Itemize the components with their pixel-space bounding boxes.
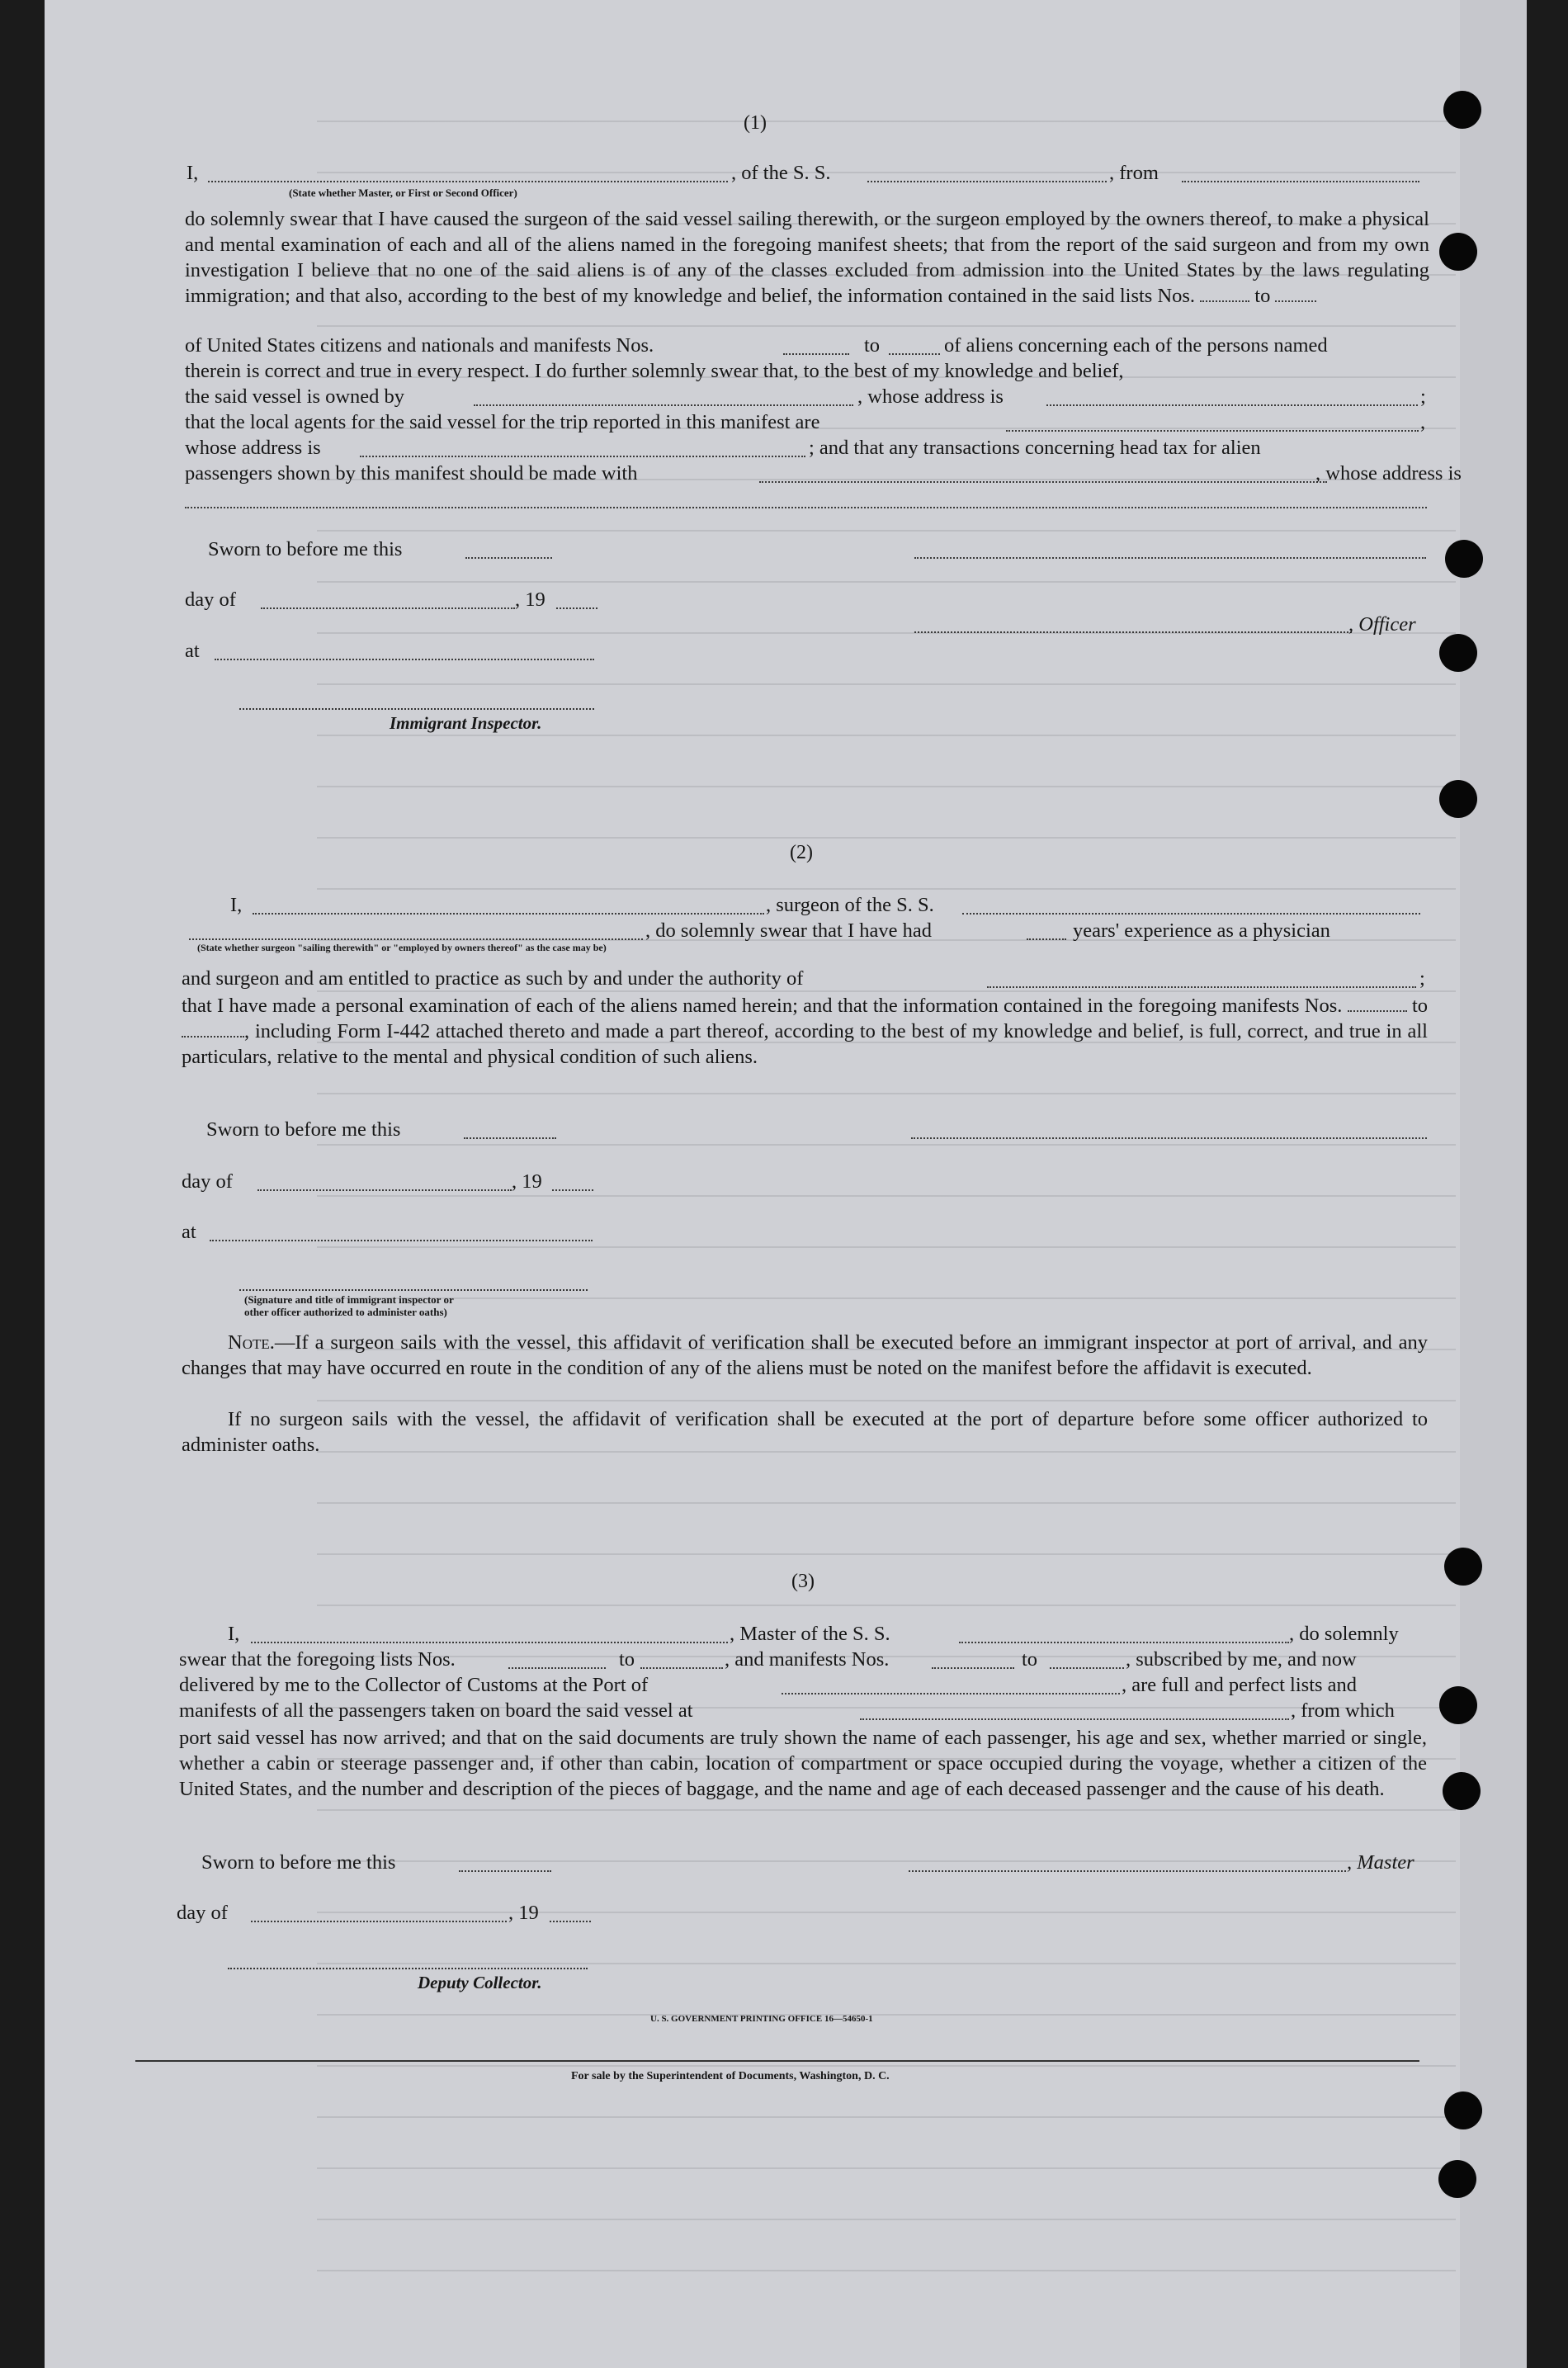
master-signature-line[interactable] [909,1870,1346,1872]
surgeon-note [182,1330,1428,1381]
section-number: (3) [791,1571,815,1592]
sworn-date-field[interactable] [465,557,552,559]
binder-hole [1439,780,1477,818]
to-label-2: to [1022,1648,1038,1671]
including-label: , including Form I-442 attached thereto and made a part thereof, according to [244,1020,876,1042]
surgeon-para-text-2: the best of my knowledge and belief, is full, correct, and true in all particulars, relative to the mental and physical condition of such aliens. [182,1020,1428,1068]
from-label: , from [1109,162,1159,184]
day-of-label: day of [177,1902,228,1924]
manifest-from-field[interactable] [932,1667,1014,1669]
binder-hole [1443,1772,1481,1810]
authority-field[interactable] [987,986,1416,988]
manifests-all-label: manifests of all the passengers taken on board the said vessel at [179,1699,693,1722]
surgeon-vessel-field[interactable] [962,913,1420,915]
binder-hole [1439,233,1477,271]
head-tax-contact-field[interactable] [759,481,1327,483]
manifest-page [45,0,1527,2368]
sworn-date-field[interactable] [464,1137,556,1139]
footer-rule [135,2060,1419,2062]
surgeon-state-note: (State whether surgeon "sailing therewith" or "employed by owners thereof" as the case may be) [197,942,607,953]
officer-signature-line-1[interactable] [914,557,1426,559]
vessel-label: , of the S. S. [731,162,831,184]
delivered-label: delivered by me to the Collector of Customs at the Port of [179,1674,649,1696]
section-number: (1) [744,112,767,134]
manifest-to-field[interactable] [1050,1667,1124,1669]
year-label: , 19 [515,588,545,611]
subscribed-label: , subscribed by me, and now [1126,1648,1357,1671]
to-label: to [1254,285,1271,307]
year-label: , 19 [512,1170,542,1193]
sworn-label: Sworn to before me this [206,1118,401,1141]
year-label: , 19 [508,1902,539,1924]
at-field[interactable] [210,1240,593,1241]
binder-hole [1443,91,1481,129]
note-label: Note. [228,1331,275,1354]
manifest-to-field[interactable] [889,353,940,355]
year-field[interactable] [556,607,597,609]
day-of-field[interactable] [251,1921,507,1922]
manifest-from-field[interactable] [783,353,849,355]
year-field[interactable] [550,1921,591,1922]
further-swear: therein is correct and true in every respect. I do further solemnly swear that, to the best of my knowledge and belief, [185,360,1124,382]
from-field[interactable] [1182,181,1419,182]
section-number: (2) [790,842,813,863]
note-text: —If a surgeon sails with the vessel, this affidavit of verification shall be executed before an immigrant inspector at port of arrival, and any changes that may have occurred en route in the condition of any of the aliens must be noted on the manifest before the affidavit is executed. [182,1331,1428,1379]
boarding-port-field[interactable] [860,1718,1289,1720]
signature-note-2: other officer authorized to administer oaths) [244,1306,447,1318]
sworn-date-field[interactable] [459,1870,551,1872]
surgeon-para-text: that I have made a personal examination of each of the aliens named herein; and that the information contained in the [182,995,1133,1017]
deputy-signature-line[interactable] [228,1968,588,1969]
surgeon-paragraph [182,993,1428,1070]
inspector-signature-line[interactable] [239,708,594,710]
to-label: to [864,334,881,357]
binder-hole [1439,1686,1477,1724]
master-name-field[interactable] [251,1642,728,1643]
manifest-from-field[interactable] [1348,1010,1407,1012]
gpo-imprint: U. S. GOVERNMENT PRINTING OFFICE 16—54650-1 [650,2014,873,2024]
inspector-signature-line[interactable] [239,1289,588,1291]
oath-paragraph [185,206,1429,309]
binder-hole [1438,2160,1476,2198]
to-label: to [1411,995,1428,1017]
agents-label: that the local agents for the said vessel for the trip reported in this manifest are [185,411,820,433]
passengers-label: passengers shown by this manifest should be made with [185,462,638,484]
list-to-field[interactable] [640,1667,723,1669]
and-manifests-label: , and manifests Nos. [725,1648,890,1671]
surgeon-label: , surgeon of the S. S. [766,894,934,916]
oath-text: do solemnly swear that I have caused the surgeon of the said vessel sailing therewith, or the surgeon employed by the owners thereof, to make a physical and mental examination of each and all of the aliens named in the foregoing manifest sheets; that from the report of the said surgeon and from my own investigation I believe that no one of the said aliens is of any of the classes excluded from admission into the United States by the laws regulating immigration; and that also, according to the best of my knowledge and belief, the information contained in the said lists Nos. [185,208,1429,307]
agents-address-field[interactable] [360,456,805,457]
page-edge-shadow [1460,0,1527,2368]
officer-signature-line-2[interactable] [914,631,1352,633]
surgeon-note-2: If no surgeon sails with the vessel, the affidavit of verification shall be executed at the port of departure before some officer authorized to administer oaths. [182,1408,1428,1456]
do-solemnly-label: , do solemnly [1289,1623,1399,1645]
signature-note-1: (Signature and title of immigrant inspector or [244,1293,454,1306]
full-label: , are full and perfect lists and [1122,1674,1358,1696]
surgeon-signature-line[interactable] [911,1137,1427,1139]
list-from-field[interactable] [1200,300,1249,302]
binder-hole [1439,634,1477,672]
swear-label: , do solemnly swear that I have had [645,919,932,942]
binder-hole [1444,2091,1482,2129]
year-field[interactable] [552,1189,593,1191]
address-label-2: whose address is [185,437,321,459]
agents-field[interactable] [1006,430,1419,432]
citizens-label: of United States citizens and nationals and manifests Nos. [185,334,654,357]
surgeon-name-field[interactable] [253,913,764,915]
sworn-label: Sworn to before me this [201,1851,396,1874]
port-field[interactable] [782,1693,1120,1694]
master-paragraph: port said vessel has now arrived; and that on the said documents are truly shown the name of each passenger, his age and sex, whether married or single, whether a cabin or steerage passenger and, if other than cabin, location of compartment or space occupied during the voyage, whether a citizen of the United States, and the number and description of the pieces of baggage, and the name and age of each deceased passenger and the cause of his death. [179,1727,1427,1800]
to-label: to [619,1648,635,1671]
owner-address-field[interactable] [1046,404,1418,406]
affiant-label: I, [228,1623,240,1645]
inspector-label: Immigrant Inspector. [390,713,542,733]
at-label: at [185,640,200,662]
at-label: at [182,1221,196,1243]
officer-label: , Officer [1348,613,1416,636]
address-label: , whose address is [857,385,1004,408]
vessel-field[interactable] [867,181,1107,182]
owner-field[interactable] [474,404,853,406]
name-field[interactable] [208,181,728,182]
day-of-label: day of [185,588,236,611]
head-tax-label: ; and that any transactions concerning head tax for alien [809,437,1261,459]
semicolon: ; [1419,967,1425,990]
day-of-field[interactable] [261,607,515,609]
affiant-label: I, [187,162,199,184]
deputy-label: Deputy Collector. [418,1973,542,1992]
from-which-label: , from which [1291,1699,1395,1722]
address-label-3: , whose address is [1315,462,1462,484]
semicolon: ; [1420,385,1426,408]
head-tax-address-field[interactable] [185,507,1427,508]
list-from-field[interactable] [508,1667,606,1669]
comma: , [1420,411,1426,433]
practice-label: and surgeon and am entitled to practice as such by and under the authority of [182,967,804,990]
manifest-to-field[interactable] [182,1036,244,1037]
years-field[interactable] [1027,938,1066,940]
master-note: (State whether Master, or First or Second Officer) [289,187,517,199]
sale-note: For sale by the Superintendent of Documents, Washington, D. C. [571,2070,890,2082]
aliens-label: of aliens concerning each of the persons named [944,334,1328,357]
owned-by-label: the said vessel is owned by [185,385,405,408]
surgeon-status-field[interactable] [189,938,643,940]
sworn-label: Sworn to before me this [208,538,403,560]
master-label: , Master of the S. S. [730,1623,890,1645]
affiant-label: I, [230,894,243,916]
list-to-field[interactable] [1275,300,1316,302]
day-of-field[interactable] [257,1189,512,1191]
binder-hole [1445,540,1483,578]
at-field[interactable] [215,659,594,660]
binder-hole [1444,1548,1482,1586]
day-of-label: day of [182,1170,233,1193]
manifests-label: foregoing manifests Nos. [1138,995,1343,1017]
master-vessel-field[interactable] [959,1642,1289,1643]
years-label: years' experience as a physician [1073,919,1330,942]
swear-lists-label: swear that the foregoing lists Nos. [179,1648,456,1671]
master-sig-label: , Master [1347,1851,1415,1874]
